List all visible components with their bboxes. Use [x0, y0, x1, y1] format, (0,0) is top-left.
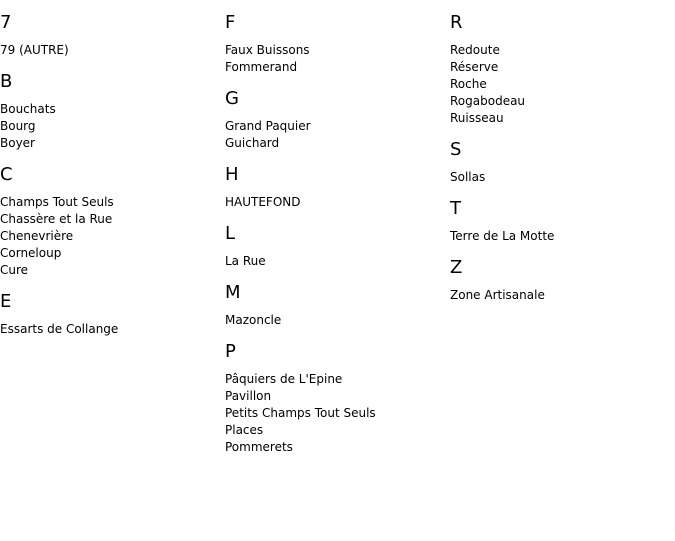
street-link[interactable]: Bouchats	[0, 102, 56, 116]
street-link[interactable]: Pavillon	[225, 389, 272, 403]
street-list	[225, 194, 445, 211]
street-link[interactable]: Grand Paquier	[225, 119, 311, 133]
street-list	[450, 42, 670, 127]
street-link[interactable]: Places	[225, 423, 264, 437]
street-link[interactable]: Corneloup	[0, 246, 62, 260]
street-link[interactable]: Champs Tout Seuls	[0, 195, 114, 209]
letter-group	[225, 341, 445, 456]
street-link[interactable]: La Rue	[225, 254, 266, 268]
street-list	[225, 253, 445, 270]
index-column-1	[0, 12, 220, 350]
street-link[interactable]: Fommerand	[225, 60, 298, 74]
street-list	[225, 371, 445, 456]
street-link[interactable]: Chenevrière	[0, 229, 74, 243]
street-link[interactable]: Réserve	[450, 60, 499, 74]
street-list	[450, 169, 670, 186]
letter-heading: G	[225, 88, 239, 109]
letter-group	[450, 257, 670, 304]
letter-group	[225, 282, 445, 329]
street-list	[225, 312, 445, 329]
street-link[interactable]: Roche	[450, 77, 487, 91]
street-link[interactable]: Zone Artisanale	[450, 288, 545, 302]
letter-group	[225, 223, 445, 270]
letter-heading: H	[225, 164, 239, 185]
street-link[interactable]: Essarts de Collange	[0, 322, 119, 336]
street-link[interactable]: Sollas	[450, 170, 486, 184]
letter-heading: 7	[0, 12, 12, 33]
street-list	[0, 42, 220, 59]
street-link[interactable]: 79 (AUTRE)	[0, 43, 69, 57]
street-link[interactable]: Faux Buissons	[225, 43, 310, 57]
letter-group	[225, 164, 445, 211]
street-link[interactable]: Boyer	[0, 136, 35, 150]
street-link[interactable]: Pâquiers de L'Epine	[225, 372, 343, 386]
street-link[interactable]: Rogabodeau	[450, 94, 526, 108]
street-list	[225, 42, 445, 76]
street-link[interactable]: Pommerets	[225, 440, 293, 454]
street-list	[0, 101, 220, 152]
street-link[interactable]: Bourg	[0, 119, 36, 133]
street-link[interactable]: Chassère et la Rue	[0, 212, 113, 226]
letter-heading: L	[225, 223, 236, 244]
street-link[interactable]: Redoute	[450, 43, 500, 57]
letter-group	[450, 139, 670, 186]
letter-group	[450, 12, 670, 127]
letter-group	[225, 12, 445, 76]
letter-heading: S	[450, 139, 462, 160]
street-list	[450, 287, 670, 304]
letter-group	[0, 71, 220, 152]
street-link[interactable]: Terre de La Motte	[450, 229, 555, 243]
letter-group	[0, 12, 220, 59]
letter-heading: T	[450, 198, 461, 219]
letter-heading: R	[450, 12, 463, 33]
street-link[interactable]: Petits Champs Tout Seuls	[225, 406, 376, 420]
letter-group	[0, 164, 220, 279]
letter-heading: P	[225, 341, 236, 362]
street-link[interactable]: Guichard	[225, 136, 280, 150]
street-link[interactable]: Ruisseau	[450, 111, 504, 125]
index-column-2	[225, 12, 445, 468]
letter-heading: M	[225, 282, 241, 303]
letter-heading: C	[0, 164, 13, 185]
letter-group	[225, 88, 445, 152]
letter-heading: F	[225, 12, 236, 33]
letter-heading: B	[0, 71, 13, 92]
street-link[interactable]: Cure	[0, 263, 29, 277]
letter-heading: Z	[450, 257, 463, 278]
street-link[interactable]: HAUTEFOND	[225, 195, 301, 209]
street-list	[0, 194, 220, 279]
street-list	[225, 118, 445, 152]
index-column-3	[450, 12, 670, 316]
letter-group	[0, 291, 220, 338]
street-list	[450, 228, 670, 245]
letter-heading: E	[0, 291, 12, 312]
street-link[interactable]: Mazoncle	[225, 313, 282, 327]
letter-group	[450, 198, 670, 245]
street-list	[0, 321, 220, 338]
